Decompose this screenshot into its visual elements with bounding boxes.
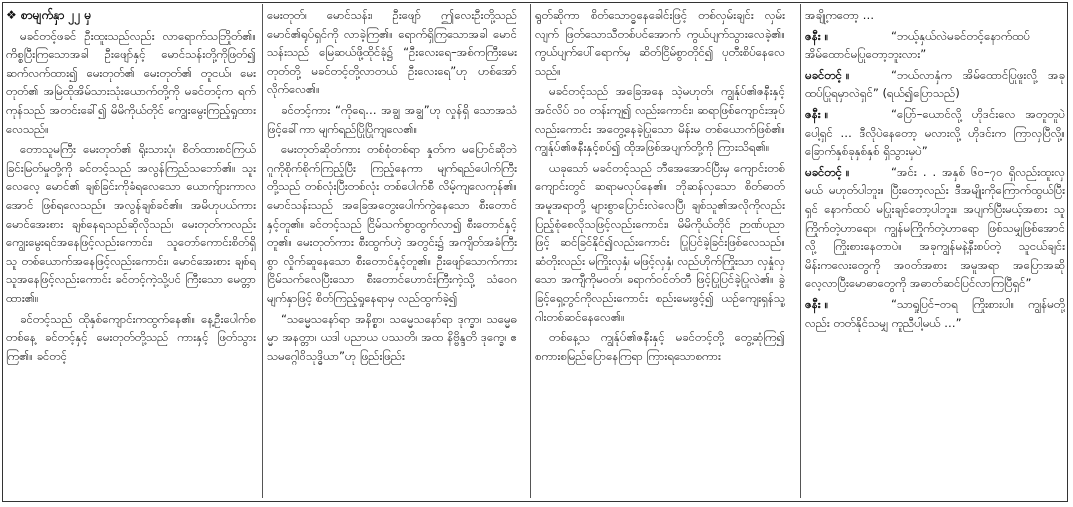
speaker-label: ဇနီး ။ [805,106,829,121]
speaker-label: ဇနီး ။ [805,296,829,311]
dialog-line [805,27,1065,64]
dialog-text: “ဘယ်လာနှံက အိမ်ထောင်ပြုဖူးလို့ အခုထပ်ပြုရမှာလဲရှင်” (ရယ်၍ပြောသည်) [805,67,1065,101]
dialog-text: “ဘယ့်နှယ်လဲမခင်တင့်နောက်ထပ်အိမ်ထောင်မပြုတော့ဘူးလား” [805,28,1030,62]
column-3 [535,6,785,496]
column-divider [530,4,531,498]
speaker-label: ဇနီး ။ [805,28,829,43]
column-divider [800,4,801,498]
speaker-label: မခင်တင့် ။ [805,67,850,82]
dialog-line [805,163,1065,293]
continued-from-heading: ❖ စာမျက်နှာ ၂၂ မှ [6,8,92,22]
column-divider [262,4,263,498]
dialog-text: “အင်း . . အနှစ် ၆၀–၇၀ ရှိလည်းထူးလှမယ် မဟုတ်ပါဘူး။ ပြီးတော့လည်း ဒီအမျိုးကိုကြောက်ထွယ်ပြီးရှင် နောက်ထပ် မပြုးချင်တော့ပါဘူး။ အပျက်ပြီးမယ့်အစား သူကြိုက်တဲ့ဟာရော၊ ကျွန်မကြိုက်တဲ့ဟာရော ဖြစ်သမျှဖြစ်အောင်လို့ ကြိုးစားနေတာပဲ။ အခုကျွန်မနဲ့နီးစပ်တဲ့ သူငယ်ချင်းမိန်းကလေးတွေကို အဝတ်အစား အမူအရာ အပြောအဆို လေ့လာပြီးမောဓာတွေကို အဓာတ်ဆင်ပြင်လာကြပြီရှင်” [805,164,1065,291]
paragraph: ရွတ်ဆိုကာ စိတ်သောဝ္ဓနေခေါင်းဖြင့် တစ်လှမ်းချင်း လှမ်းလျက် ဖြတ်သောသီတစ်ပင်အောက် ကွယ်ပျက်သွားလေခဲ့၏။ ကွယ်ပျက်ပေါ်ရောက်မှ ဆိတ်ငြိမ်စွာတိုင်၍ ပုတီးစိပ်နေလေသည်။ [535,8,785,78]
dialog-line [805,66,1065,103]
paragraph: “သမ္မေသနော်ရာ အနိစ္စာ၊ သမ္မေသနော်ရာ ဒုက္ခာ၊ သမ္မေဓမ္မာ အနတ္တာ၊ ယဒါ ပညာယ ပဿတိ၊ အထ နိဗ္ဗိန္ဒတိ ဒုက္ခေ၊ ဧသမဂ္ဂေါဝိသုဒ္ဓိယာ”ဟု ဖြည်းဖြည်း [267,311,517,363]
paragraph: ခင်တင့်သည် ထိုနှစ်ကျောင်းကထွက်နေ၏။ နေ့ဦးပေါက်စ တစ်နေ့ ခင်တင့်နှင့် မေးတုတ်တို့သည် ကားနှင့် ဖြတ်သွားကြ၏။ ခင်တင့် [6,311,256,363]
dialog-line [805,105,1065,161]
dialog-text: “ပြော်–ယောင်လို့ ဟိုဒင်းလေ အတူတူပဲပေါ့ရှင် … ဒီလိုပဲနေတော့ မလားလို့ ဟိုဒင်းက ကြာလှပြီလို့။ ခြောက်နှစ်ခုနှစ်နှစ် ရှိသွားမှပဲ” [805,106,1065,159]
speaker-label: မခင်တင့် ။ [805,164,850,179]
column-4 [805,6,1065,496]
paragraph: အချို့ကတော့ … [805,8,875,22]
paragraph: တစ်နေ့သ ကျွန်ုပ်၏ဇနီးနှင့် မခင်တင့်တို့ တွေ့ဆုံကြ၍ စကားစမြည်ပြောနေကြရာ ကြားရသောစကား [535,330,785,363]
paragraph: တောသူမကြီး မေးတုတ်၏ ရိုးသားပုံ၊ စိတ်ထားစင်ကြယ်ခြင်းမြတ်မှုတို့ကို ခင်တင့်သည် အလွန်ကြည်သဘော်၏။ သူးလေလေ့ မောင်၏ ချစ်ခြင်းကိုခံရလေသော ယောက်ျားကာလအောင် ဖြစ်ရလေသည်။ အလွန်ချစ်ခင်၏။ အမိဟုပယ်ကား မောင်အေးစား ချစ်နေရသည်ဆိုလိုသည်၊ မေးတုတ်ကလည်း ကျွေးမွေးရင်အနေဖြင့်လည်းကောင်း၊ သူတော်ကောင်းစိတ်ရှိသူ တစ်ယောက်အနေဖြင့်လည်းကောင်း၊ မောင်အေးစား ချစ်ရသူအနေဖြင့်လည်းကောင်း ခင်တင့်ကဲ့သို့ပင် ကြီးသော မေတ္တာထား၏။ [6,142,256,305]
column-1 [6,6,256,496]
paragraph: မေးတုတ်၊ မောင်သန်း၊ ဦးဖျော် ဤလေးဦးတို့သည် မောင်၏ရုပ်ရှင်ကို လာခဲ့ကြ၏။ ရောက်ရှိကြသောအခါ မောင်သန်းသည် မြေဆယ်ဖို့ထိုင်ခုံ၌ “ဦးလေးရေ–အစ်ကကြီးမေးတုတ်တို့ မခင်တင့်တို့လာတယ် ဦးလေးရေ”ဟု ဟစ်အော်လိုက်လေ၏။ [267,8,517,97]
paragraph: ခင်တင့်ကား “ကိုရေ… အချွ အချွ”ဟု လှုန်ရှိ သောအသံဖြင့်ခေါ်ကာ မျက်ရည်ပြိုပြိုကျလေ၏။ [267,102,517,136]
paragraph: မခင်တင့်သည် အခြေအနေ သဲ့မဟုတ်၊ ကျွန်ုပ်၏ဇနီးနှင့် အင်လိပ် ၁၀ တန်းကျ၍ လည်းကောင်း၊ ဆရာဖြစ်ကျောင်းအုပ်လည်းကောင်း အတွေ့နေခဲ့ပြုသော မိန်းမ တစ်ယောက်ဖြစ်၏။ ကျွန်ုပ်၏ဇနီးနှင့်စပ်၍ ထိုအဖြစ်အပျက်တို့ကို ကြားသိရ၏။ [535,84,785,155]
paragraph: မခင်တင့်ဖခင် ဦးထူးသည်လည်း လာရောက်သဘြိုတ်၏။ ကိစ္စပြီးကြသောအခါ ဦးဖျော်နှင့် မောင်သန်းတို့ကိုဖြတ်၍ ဆက်လက်ထား၍ မေးတုတ်၏ မေးတုတ်၏ တူငယ်၊ မေးတုတ်၏ အမြဲထိုအိမ်သားသုံးယောက်တို့ကို မခင်တင့်က ရက်ကုန်သည် အတင်းခေါ်၍ မိမိကိုယ်တိုင် ကျွေးမွေးကြည့်ရှုထားလေသည်။ [6,28,256,136]
paragraph: ယခုသော် မခင်တင့်သည် ဘီအေအောင်ပြီးမှ ကျောင်းတစ်ကျောင်းတွင် ဆရာမလုပ်နေ၏။ ဘိုဆန်လှသော စိတ်ဓာတ်အမူအရာတို့ များစွာပြောင်းလဲလေပြီ၊ ချစ်သူ၏အလိုကိုလည်း ပြည့်စုံစေလိုသဖြင့်လည်းကောင်း၊ မိမိကိုယ်တိုင် ဉာဏ်ပညာဖြင့် ဆင်ခြင်နိုင်၍လည်းကောင်း ပြုပြင်ခဲ့ခြင်းဖြစ်လေသည်။ ဆံတိုးလည်း မကြိုးလှနှံ၊ မဖြင့်လှနှံ၊ လည်ဟိုက်ကြိုးသာ လှနှုံလှသော အကျီကိုမဝတ်၊ ခရာက်ဝင်တ်တီ ဖြင့်ပြုပြင်ခဲ့ပြုလဲ၏။ ခွဲခြင့်ရှေ့တွင်ကိုလည်းကောင်း စည်းမေးဖွင့်၍ ယဉ်ကျေးရှန်သူ့ဂါးတစ်ဆင်နေလေ၏။ [535,160,785,324]
paragraph: မေးတုတ်ဆိုတ်ကား တစ်စုံတစ်ရာ နှုတ်က မပြောင်ဆိုဘဲ ဂူကိုစိုက်စိုက်ကြည့်ပြီး ကြည့်နေကာ မျက်ရည်ပေါက်ကြီးတို့သည် တစ်လုံးပြီးတစ်လုံး တစ်ပေါက်စီ လိမ့်ကျလေကုန်၏။ မောင်သန်းသည် အခြေအတွေးပေါက်ကွဲနေသော စီးတောင်နှင့်တူ၏။ ခင်တင့်သည် ငြိမ်သက်စွာထွက်လာ၍ စီးတောင်နှင့်တူ၏။ မေးတုတ်ကား စီးထွက်ဟဲ့ အတွင်း၌ အကျိတ်အခံကြီးစွာ လှိုက်ဆူနေသော စီးတောင်နှင့်တူ၏။ ဦးဖျော်သောက်ကား ငြိမ်သက်လေပြီးသော စီးတောင်ဟောင်းကြီးကဲ့သို့ သံဝေဂမျက်နှာဖြင့် စိတ်ကြည့်ရှုနေရာမှ လည်ထွက်ခဲ့၍ [267,142,517,305]
dialog-line [805,295,1065,332]
dialog-text: “သာရှုပြင်–ဝာရ ကြိုးစားပါ။ ကျွန်မတို့လည်း တတ်နိုင်သမျှ ကူညီပါ့မယ် …” [805,296,1065,330]
column-2 [267,6,517,496]
